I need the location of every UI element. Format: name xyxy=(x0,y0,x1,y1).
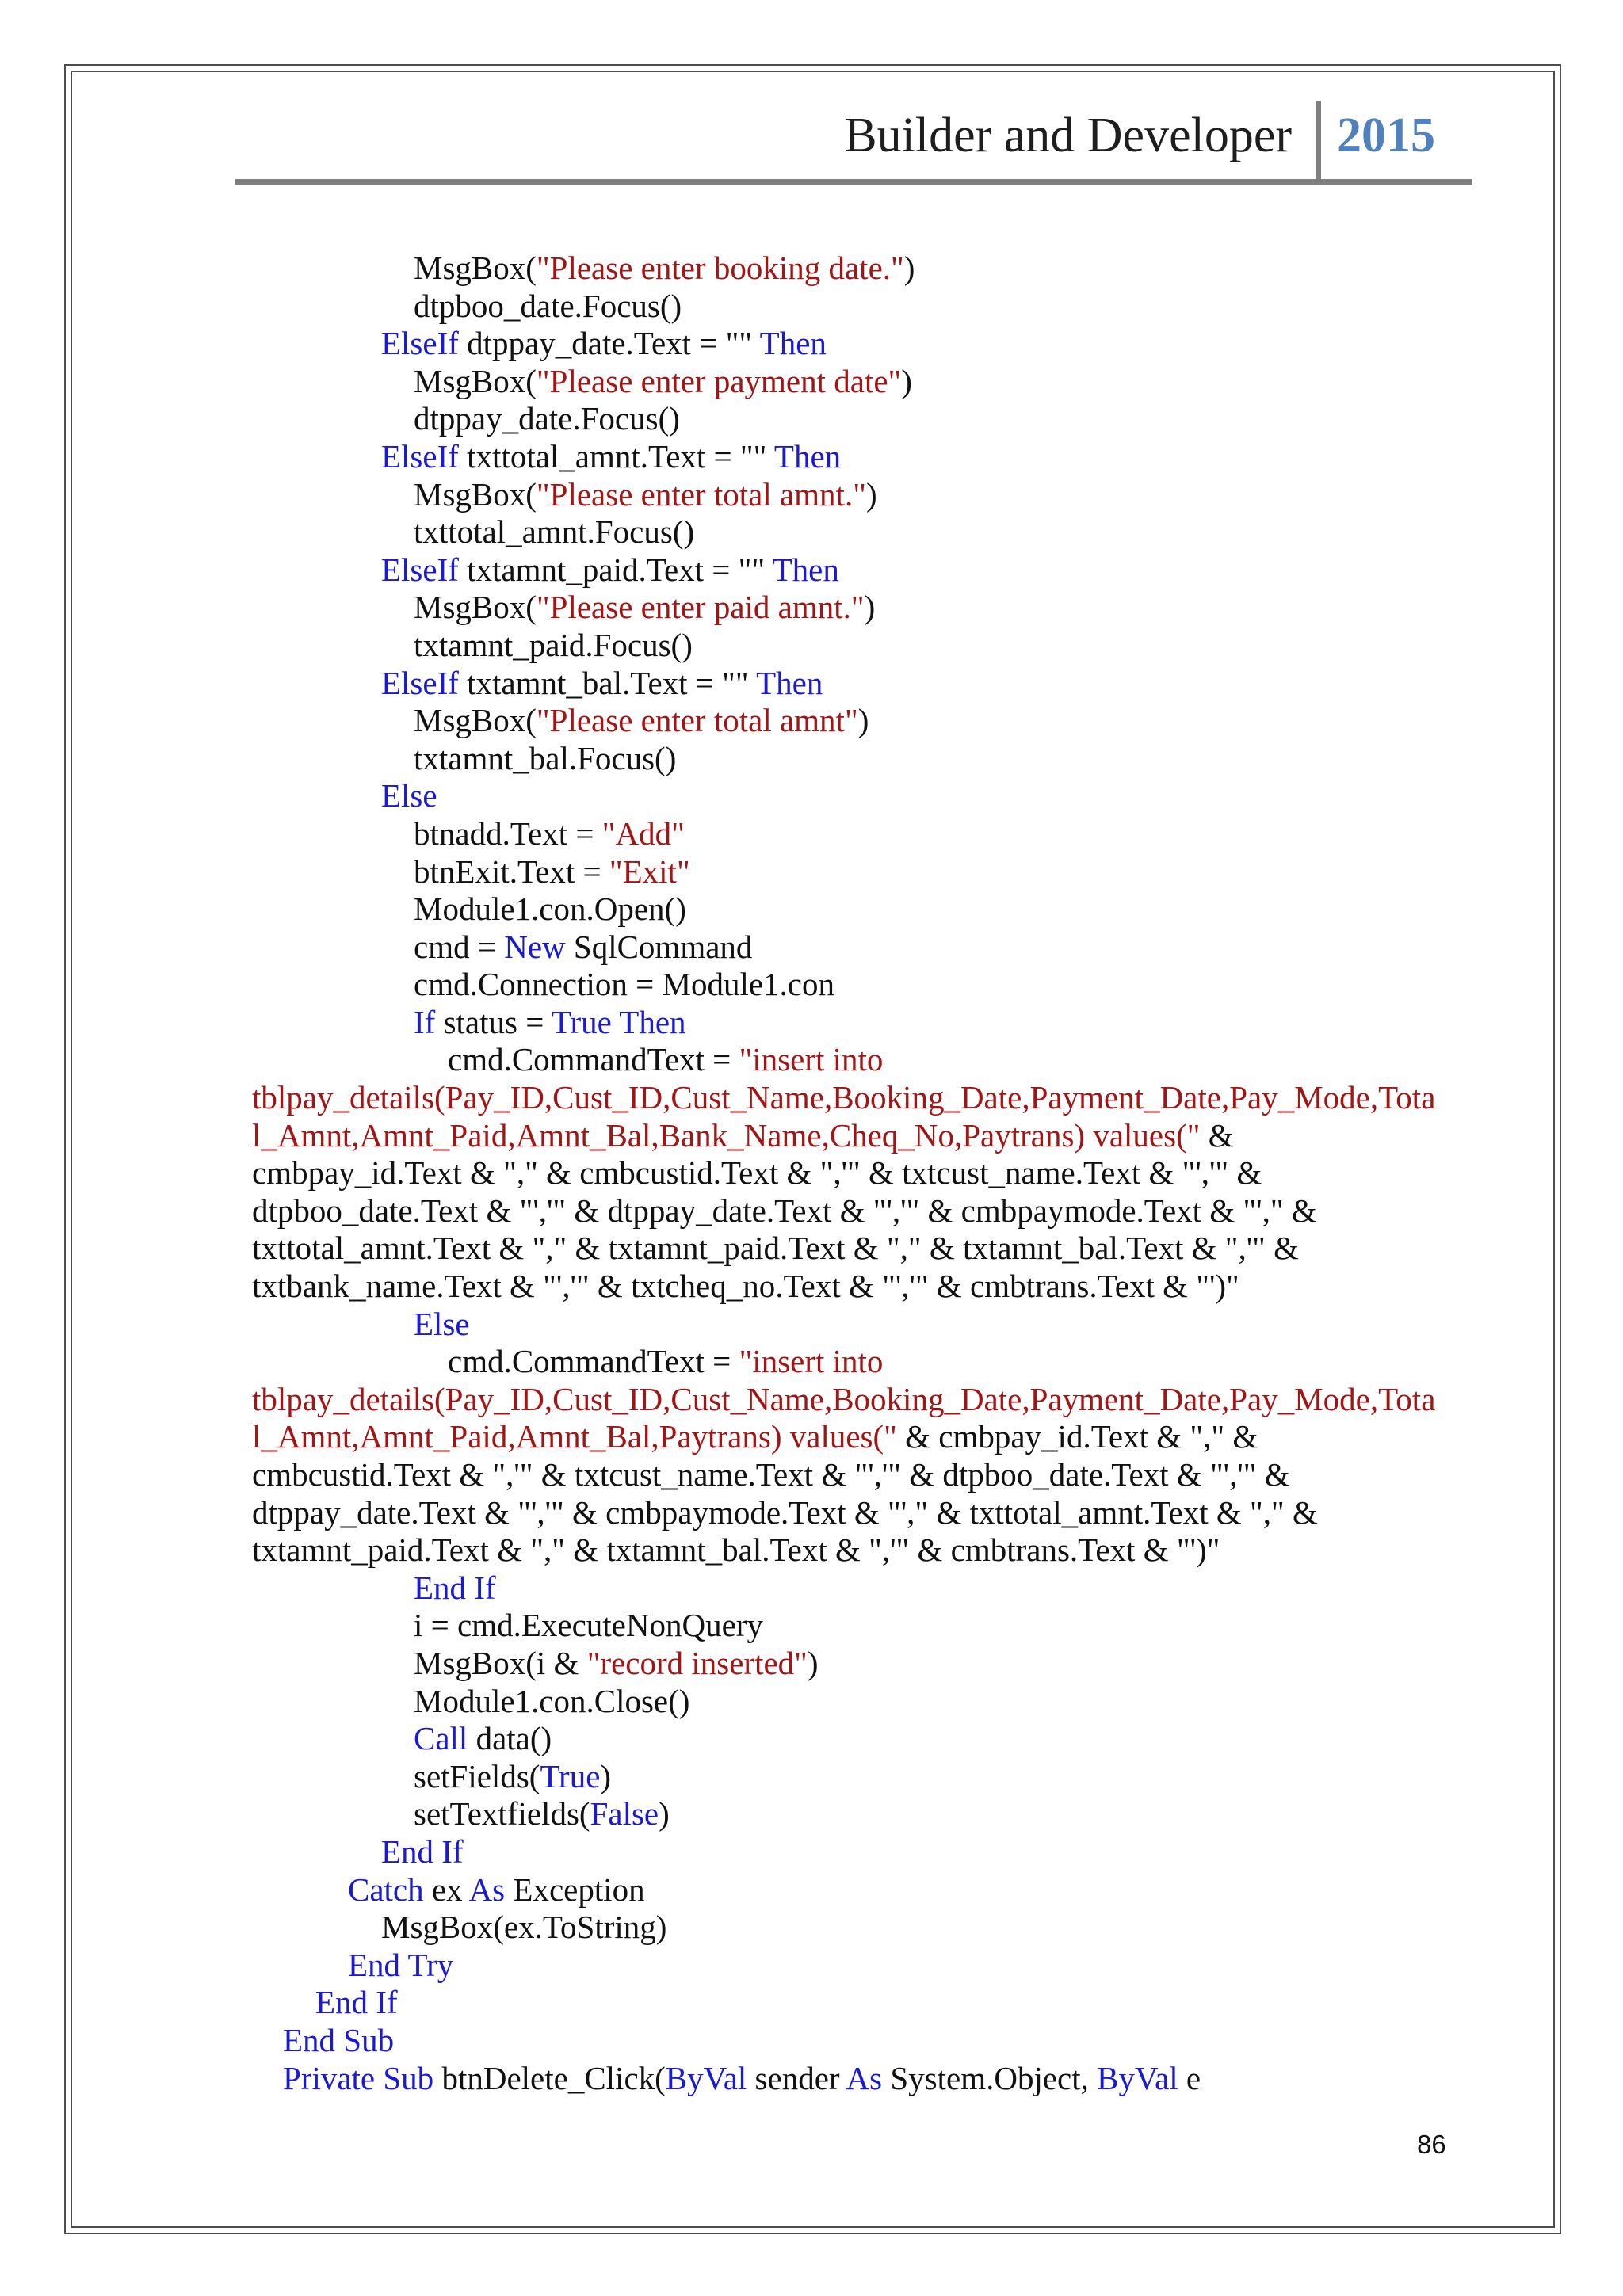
code-token: dtpboo_date.Focus() xyxy=(414,287,682,324)
code-line xyxy=(0,513,1545,551)
keyword-token: End Sub xyxy=(283,2021,395,2058)
code-token: & xyxy=(1200,1116,1234,1154)
code-line xyxy=(0,589,1545,627)
keyword-token: As xyxy=(846,2059,883,2096)
code-line xyxy=(0,966,1545,1004)
code-token: txtbank_name.Text & "','" & txtcheq_no.Text & "','" & cmbtrans.Text & "')" xyxy=(252,1268,1239,1305)
keyword-token: True xyxy=(540,1757,601,1794)
code-token: cmd.CommandText = xyxy=(448,1343,739,1380)
code-line-wrapped xyxy=(0,1381,1545,1419)
keyword-token: Private Sub xyxy=(283,2059,434,2096)
code-line xyxy=(0,1909,1545,1947)
code-line xyxy=(0,627,1545,665)
code-line xyxy=(0,1306,1545,1344)
code-line xyxy=(0,740,1545,778)
code-line xyxy=(0,853,1545,891)
code-token: cmd.Connection = Module1.con xyxy=(414,966,834,1003)
code-line-wrapped xyxy=(0,1531,1545,1569)
code-line-wrapped xyxy=(0,1079,1545,1117)
code-token: e xyxy=(1178,2059,1201,2096)
page-number: 86 xyxy=(1417,2130,1446,2159)
code-token: setFields( xyxy=(414,1757,540,1794)
keyword-token: Catch xyxy=(348,1871,424,1908)
code-token: ) xyxy=(903,250,915,286)
header-title: Builder and Developer xyxy=(844,109,1292,162)
code-token: cmd = xyxy=(414,928,505,965)
code-token: ) xyxy=(659,1795,670,1833)
code-token: data() xyxy=(468,1720,552,1757)
code-token: ) xyxy=(864,589,876,626)
code-token: MsgBox( xyxy=(414,362,537,399)
code-token: Module1.con.Open() xyxy=(414,891,686,928)
string-token: "Please enter total amnt." xyxy=(536,475,866,513)
code-line xyxy=(0,1795,1545,1833)
code-token: ex xyxy=(423,1871,469,1908)
keyword-token: End If xyxy=(315,1984,398,2021)
code-line xyxy=(0,1569,1545,1608)
header-separator xyxy=(1316,101,1321,184)
code-line xyxy=(0,702,1545,740)
code-token: SqlCommand xyxy=(565,928,753,965)
code-token: MsgBox( xyxy=(414,475,537,513)
code-token: sender xyxy=(747,2059,846,2096)
code-line xyxy=(0,929,1545,967)
code-line xyxy=(0,363,1545,401)
string-token: "Please enter booking date." xyxy=(536,250,904,286)
code-token: cmd.CommandText = xyxy=(448,1041,739,1078)
code-line-wrapped xyxy=(0,1117,1545,1155)
keyword-token: ByVal xyxy=(665,2059,747,2096)
keyword-token: Then xyxy=(772,551,839,588)
keyword-token: Else xyxy=(414,1305,470,1342)
code-token: MsgBox( xyxy=(414,589,537,626)
code-line xyxy=(0,665,1545,703)
code-line xyxy=(0,1720,1545,1758)
string-token: "Add" xyxy=(601,814,685,852)
code-line-wrapped xyxy=(0,1230,1545,1268)
code-token: Exception xyxy=(505,1871,645,1908)
code-line xyxy=(0,1947,1545,1985)
header-rule xyxy=(235,179,1472,185)
code-line xyxy=(0,250,1545,288)
code-line xyxy=(0,1004,1545,1042)
keyword-token: ElseIf xyxy=(381,437,459,475)
string-token: l_Amnt,Amnt_Paid,Amnt_Bal,Paytrans) values(" xyxy=(252,1418,897,1455)
keyword-token: End If xyxy=(381,1833,464,1870)
code-token: i = cmd.ExecuteNonQuery xyxy=(414,1607,763,1644)
code-token: txttotal_amnt.Focus() xyxy=(414,513,695,551)
code-token: MsgBox( xyxy=(414,702,537,739)
code-token: btnadd.Text = xyxy=(414,814,602,852)
code-line xyxy=(0,400,1545,438)
string-token: "Exit" xyxy=(609,852,690,890)
keyword-token: Call xyxy=(414,1720,468,1757)
code-line xyxy=(0,1984,1545,2022)
code-line xyxy=(0,1758,1545,1796)
code-line xyxy=(0,1833,1545,1871)
keyword-token: End If xyxy=(414,1569,496,1606)
code-line xyxy=(0,1645,1545,1683)
keyword-token: Then xyxy=(759,325,827,362)
code-line xyxy=(0,1343,1545,1381)
string-token: tblpay_details(Pay_ID,Cust_ID,Cust_Name,Booking_Date,Payment_Date,Pay_Mode,Tota xyxy=(252,1380,1436,1417)
code-token: MsgBox(ex.ToString) xyxy=(381,1909,667,1946)
keyword-token: As xyxy=(468,1871,506,1908)
code-token: dtppay_date.Focus() xyxy=(414,400,680,437)
code-token: MsgBox(i & xyxy=(414,1644,587,1681)
code-token: status = xyxy=(435,1003,552,1040)
code-line xyxy=(0,2060,1545,2098)
code-line xyxy=(0,325,1545,363)
keyword-token: Else xyxy=(381,777,437,814)
string-token: tblpay_details(Pay_ID,Cust_ID,Cust_Name,Booking_Date,Payment_Date,Pay_Mode,Tota xyxy=(252,1079,1436,1116)
code-token: System.Object, xyxy=(882,2059,1098,2096)
code-token: ) xyxy=(857,702,869,739)
code-token: txttotal_amnt.Text = "" xyxy=(458,437,774,475)
string-token: "Please enter paid amnt." xyxy=(536,589,865,626)
code-token: txtamnt_paid.Text & "," & txtamnt_bal.Text & ",'" & cmbtrans.Text & "')" xyxy=(252,1531,1220,1569)
keyword-token: Then xyxy=(773,437,842,475)
code-token: txtamnt_paid.Focus() xyxy=(414,626,693,663)
code-line xyxy=(0,476,1545,514)
code-line xyxy=(0,1871,1545,1909)
code-token: ) xyxy=(901,362,912,399)
keyword-token: Then xyxy=(756,664,823,701)
keyword-token: ElseIf xyxy=(381,551,459,588)
code-line xyxy=(0,2022,1545,2060)
keyword-token: False xyxy=(590,1795,659,1833)
code-token: Module1.con.Close() xyxy=(414,1682,690,1719)
code-token: cmbcustid.Text & ",'" & txtcust_name.Text & "','" & dtpboo_date.Text & "','" & xyxy=(252,1456,1290,1493)
keyword-token: ElseIf xyxy=(381,325,459,362)
code-line xyxy=(0,1683,1545,1721)
code-line-wrapped xyxy=(0,1192,1545,1230)
code-token: ) xyxy=(807,1644,819,1681)
string-token: "record inserted" xyxy=(586,1644,808,1681)
code-line xyxy=(0,815,1545,853)
code-token: txtamnt_paid.Text = "" xyxy=(458,551,773,588)
code-line-wrapped xyxy=(0,1154,1545,1192)
code-token: btnExit.Text = xyxy=(414,852,609,890)
string-token: "Please enter payment date" xyxy=(536,362,902,399)
code-line-wrapped xyxy=(0,1418,1545,1456)
code-token: & cmbpay_id.Text & "," & xyxy=(896,1418,1258,1455)
keyword-token: True Then xyxy=(551,1003,686,1040)
string-token: l_Amnt,Amnt_Paid,Amnt_Bal,Bank_Name,Cheq_No,Paytrans) values(" xyxy=(252,1116,1201,1154)
keyword-token: ElseIf xyxy=(381,664,459,701)
code-token: cmbpay_id.Text & "," & cmbcustid.Text & ",'" & txtcust_name.Text & "','" & xyxy=(252,1154,1262,1192)
code-line xyxy=(0,777,1545,815)
code-token: ) xyxy=(600,1757,612,1794)
keyword-token: If xyxy=(414,1003,436,1040)
code-line xyxy=(0,1607,1545,1645)
code-line xyxy=(0,1041,1545,1079)
code-line-wrapped xyxy=(0,1494,1545,1532)
code-line-wrapped xyxy=(0,1268,1545,1306)
keyword-token: ByVal xyxy=(1097,2059,1178,2096)
string-token: "insert into xyxy=(739,1343,884,1380)
code-token: MsgBox( xyxy=(414,250,537,286)
code-token: dtppay_date.Text = "" xyxy=(458,325,760,362)
code-line xyxy=(0,438,1545,476)
header-year: 2015 xyxy=(1337,109,1435,162)
keyword-token: New xyxy=(504,928,566,965)
code-token: txtamnt_bal.Text = "" xyxy=(458,664,757,701)
string-token: "Please enter total amnt" xyxy=(536,702,858,739)
code-token: dtppay_date.Text & "','" & cmbpaymode.Text & "'," & txttotal_amnt.Text & "," & xyxy=(252,1493,1318,1531)
code-token: txttotal_amnt.Text & "," & txtamnt_paid.Text & "," & txtamnt_bal.Text & ",'" & xyxy=(252,1230,1300,1267)
code-listing xyxy=(0,250,1545,2097)
code-token: btnDelete_Click( xyxy=(433,2059,666,2096)
code-token: ) xyxy=(865,475,877,513)
code-line-wrapped xyxy=(0,1456,1545,1494)
code-token: dtpboo_date.Text & "','" & dtppay_date.Text & "','" & cmbpaymode.Text & "'," & xyxy=(252,1192,1317,1229)
code-line xyxy=(0,551,1545,589)
keyword-token: End Try xyxy=(348,1946,454,1983)
code-token: setTextfields( xyxy=(414,1795,590,1833)
code-line xyxy=(0,891,1545,929)
string-token: "insert into xyxy=(739,1041,884,1078)
code-line xyxy=(0,288,1545,326)
code-token: txtamnt_bal.Focus() xyxy=(414,739,677,776)
